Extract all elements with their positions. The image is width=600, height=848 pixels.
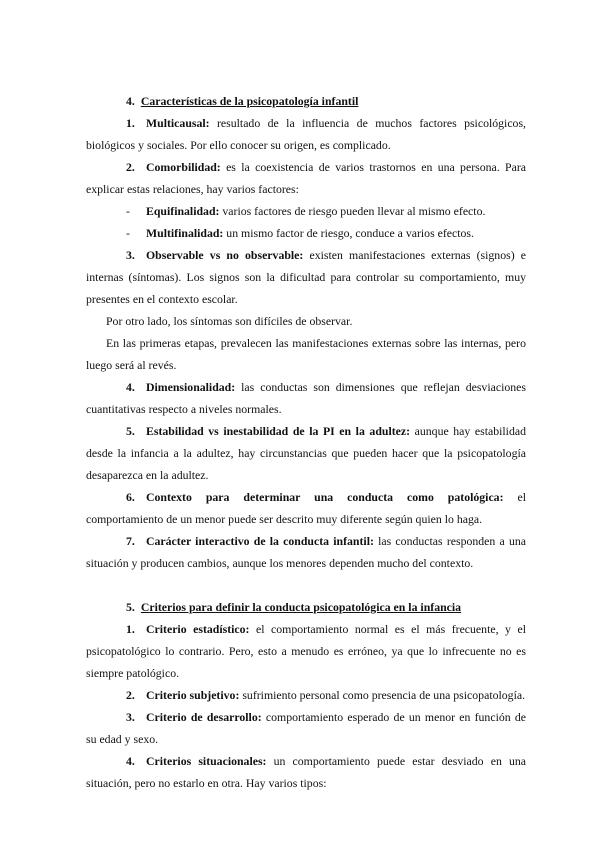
list-item: 5. Estabilidad vs inestabilidad de la PI en la adultez: aunque hay estabilidad desde la infancia a la adultez, hay circunstancias que pueden hacer que la psicopatología desaparezca en la adultez. <box>86 424 526 482</box>
list-item: 4. Criterios situacionales: un comportamiento puede estar desviado en una situación, pero no estarlo en otra. Hay varios tipos: <box>86 754 526 790</box>
list-item: 1. Criterio estadístico: el comportamiento normal es el más frecuente, y el psicopatológico lo contrario. Pero, esto a menudo es erróneo, ya que lo infrecuente no es siempre patológico. <box>86 622 526 680</box>
list-item: 6. Contexto para determinar una conducta como patológica: el comportamiento de un menor puede ser descrito muy diferente según quien lo haga. <box>86 490 526 526</box>
list-item: 1. Multicausal: resultado de la influencia de muchos factores psicológicos, biológicos y sociales. Por ello conocer su origen, es complicado. <box>86 116 526 152</box>
list-item: 2. Criterio subjetivo: sufrimiento personal como presencia de una psicopatología. <box>126 688 526 702</box>
list-item: 3. Observable vs no observable: existen manifestaciones externas (signos) e internas (síntomas). Los signos son la dificultad para controlar su comportamiento, muy presentes en el contexto escolar. <box>86 248 526 306</box>
section-4-title: Características de la psicopatología infantil <box>140 94 359 108</box>
section-5-heading: 5. Criterios para definir la conducta psicopatológica en la infancia <box>126 600 462 614</box>
section-5-title: Criterios para definir la conducta psicopatológica en la infancia <box>140 600 462 614</box>
paragraph: Por otro lado, los síntomas son difíciles de observar. <box>106 314 353 328</box>
sub-list-item: - Multifinalidad: un mismo factor de riesgo, conduce a varios efectos. <box>126 226 474 240</box>
list-item: 4. Dimensionalidad: las conductas son dimensiones que reflejan desviaciones cuantitativas respecto a niveles normales. <box>86 380 526 416</box>
section-gap <box>86 574 526 596</box>
paragraph: En las primeras etapas, prevalecen las manifestaciones externas sobre las internas, pero luego será al revés. <box>86 336 526 372</box>
list-item: 7. Carácter interactivo de la conducta infantil: las conductas responden a una situación y producen cambios, aunque los menores dependen mucho del contexto. <box>86 534 526 570</box>
section-4-heading: 4. Características de la psicopatología infantil <box>126 94 359 108</box>
list-item: 2. Comorbilidad: es la coexistencia de varios trastornos en una persona. Para explicar estas relaciones, hay varios factores: <box>86 160 526 196</box>
list-item: 3. Criterio de desarrollo: comportamiento esperado de un menor en función de su edad y sexo. <box>86 710 526 746</box>
sub-list-item: - Equifinalidad: varios factores de riesgo pueden llevar al mismo efecto. <box>126 204 486 218</box>
document-body <box>86 90 526 794</box>
